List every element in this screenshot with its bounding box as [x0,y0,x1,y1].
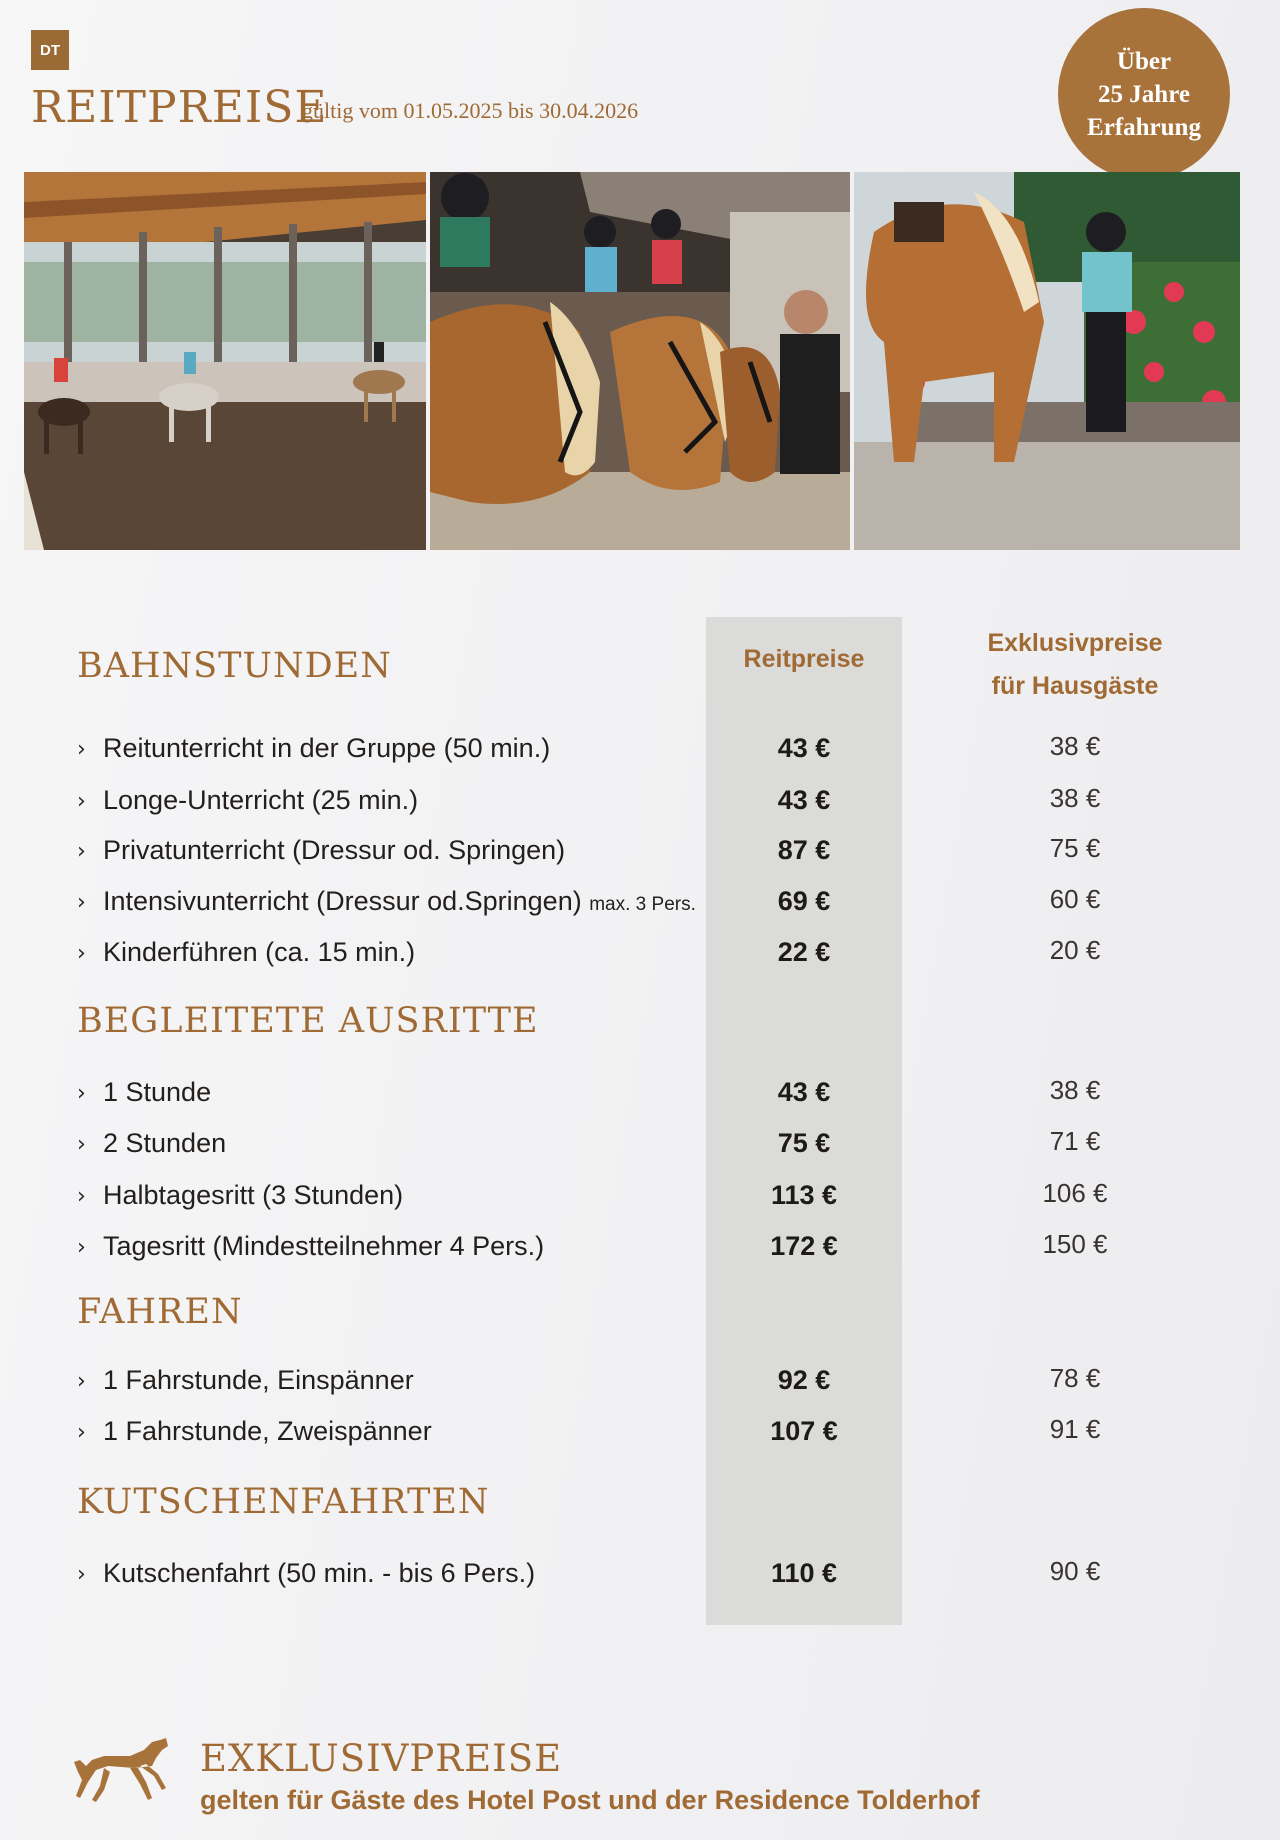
experience-badge-line-1: Über [1116,47,1172,75]
price-row [77,835,1227,875]
row-guest-price: 38 € [1049,783,1101,813]
horse-icon [74,1736,170,1806]
chevron-right-icon: › [77,839,86,864]
chevron-right-icon: › [77,737,86,762]
section-title-fahren: FAHREN [77,1292,243,1332]
row-guest-price: 38 € [1049,1075,1101,1105]
row-price: 43 € [777,785,831,815]
row-label [103,886,696,917]
price-row [77,1128,1227,1168]
experience-badge-line-2: 25 Jahre [1098,80,1190,108]
row-guest-price: 38 € [1049,731,1101,761]
photo-indoor-arena [24,172,426,550]
guest-header-line-1: Exklusivpreise [987,629,1163,657]
row-price: 87 € [777,835,831,865]
row-label: Reitunterricht in der Gruppe (50 min.) [103,733,551,763]
row-label: Kutschenfahrt (50 min. - bis 6 Pers.) [103,1558,536,1588]
row-price: 75 € [777,1128,831,1158]
chevron-right-icon: › [77,1132,86,1157]
chevron-right-icon: › [77,1420,86,1445]
row-note: max. 3 Pers. [589,894,696,915]
column-header-guest-prices [955,622,1195,708]
price-row [77,1180,1227,1220]
chevron-right-icon: › [77,789,86,814]
row-label: 1 Fahrstunde, Zweispänner [103,1416,432,1446]
row-label: Kinderführen (ca. 15 min.) [103,937,416,967]
price-row [77,1416,1227,1456]
row-label: 2 Stunden [103,1128,227,1158]
price-row [77,937,1227,977]
experience-badge [1058,8,1230,180]
row-label-text: Intensivunterricht (Dressur od.Springen) [103,886,582,916]
row-label: Privatunterricht (Dressur od. Springen) [103,835,566,865]
chevron-right-icon: › [77,941,86,966]
row-guest-price: 91 € [1049,1414,1101,1444]
row-guest-price: 71 € [1049,1126,1101,1156]
row-label: 1 Fahrstunde, Einspänner [103,1365,414,1395]
row-guest-price: 75 € [1049,833,1101,863]
row-label: Longe-Unterricht (25 min.) [103,785,419,815]
price-row [77,733,1227,773]
row-guest-price: 20 € [1049,935,1101,965]
chevron-right-icon: › [77,890,86,915]
price-row [77,785,1227,825]
row-price: 107 € [770,1416,838,1446]
row-price: 92 € [777,1365,831,1395]
row-price: 113 € [770,1180,838,1210]
experience-badge-line-3: Erfahrung [1087,113,1201,141]
price-row [77,886,1227,926]
row-price: 43 € [777,1077,831,1107]
row-guest-price: 106 € [1042,1178,1108,1208]
page-title: REITPREISE [31,82,328,133]
chevron-right-icon: › [77,1235,86,1260]
chevron-right-icon: › [77,1081,86,1106]
row-price: 22 € [777,937,831,967]
validity-period: gültig vom 01.05.2025 bis 30.04.2026 [302,98,639,123]
price-row [77,1365,1227,1405]
chevron-right-icon: › [77,1562,86,1587]
section-title-begleitete-ausritte: BEGLEITETE AUSRITTE [77,1001,539,1041]
row-price: 69 € [777,886,831,916]
row-guest-price: 60 € [1049,884,1101,914]
price-row [77,1231,1227,1271]
photo-riders-with-horses [430,172,850,550]
row-label: Tagesritt (Mindestteilnehmer 4 Pers.) [103,1231,545,1261]
chevron-right-icon: › [77,1369,86,1394]
footer-title: EXKLUSIVPREISE [200,1737,563,1780]
section-title-bahnstunden: BAHNSTUNDEN [77,646,392,686]
row-label: Halbtagesritt (3 Stunden) [103,1180,404,1210]
photo-strip [24,172,1240,550]
footer-subtitle: gelten für Gäste des Hotel Post und der Residence Tolderhof [200,1785,980,1815]
row-label: 1 Stunde [103,1077,212,1107]
price-row [77,1077,1227,1117]
language-badge: DT [31,30,69,70]
guest-header-line-2: für Hausgäste [991,672,1159,700]
column-header-prices: Reitpreise [743,645,865,673]
row-price: 172 € [770,1231,838,1261]
row-price: 43 € [777,733,831,763]
row-guest-price: 78 € [1049,1363,1101,1393]
row-price: 110 € [770,1558,838,1588]
photo-child-leading-horse [854,172,1240,550]
price-row [77,1558,1227,1598]
row-guest-price: 150 € [1042,1229,1108,1259]
chevron-right-icon: › [77,1184,86,1209]
row-guest-price: 90 € [1049,1556,1101,1586]
section-title-kutschenfahrten: KUTSCHENFAHRTEN [77,1482,490,1522]
